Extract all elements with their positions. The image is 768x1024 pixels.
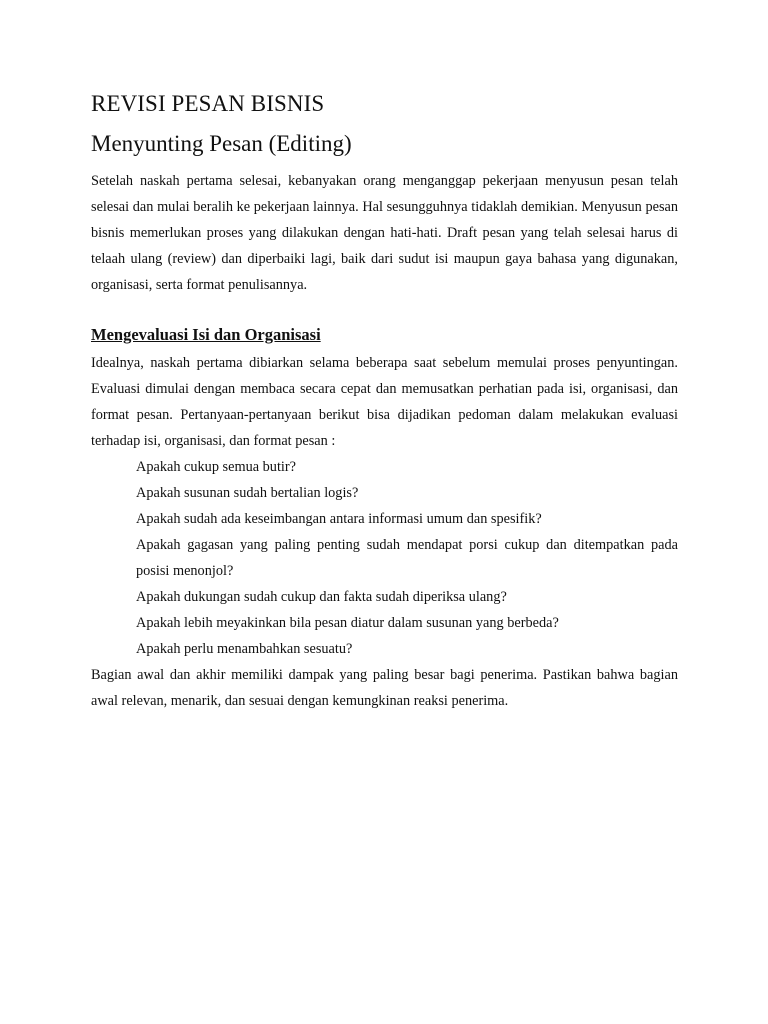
question-item: Apakah lebih meyakinkan bila pesan diatur dalam susunan yang berbeda? (136, 615, 559, 631)
question-item: Apakah susunan sudah bertalian logis? (136, 485, 359, 501)
section-heading: Mengevaluasi Isi dan Organisasi (91, 325, 321, 344)
question-item: Apakah dukungan sudah cukup dan fakta sudah diperiksa ulang? (136, 589, 507, 605)
question-list (91, 454, 678, 662)
question-item: Apakah perlu menambahkan sesuatu? (136, 641, 353, 657)
question-item: Apakah sudah ada keseimbangan antara informasi umum dan spesifik? (136, 511, 542, 527)
question-item: Apakah gagasan yang paling penting sudah mendapat porsi cukup dan ditempatkan pada posisi menonjol? (136, 537, 678, 579)
document-page (91, 88, 678, 714)
closing-paragraph: Bagian awal dan akhir memiliki dampak yang paling besar bagi penerima. Pastikan bahwa bagian awal relevan, menarik, dan sesuai dengan kemungkinan reaksi penerima. (91, 667, 678, 709)
section-paragraph: Idealnya, naskah pertama dibiarkan selama beberapa saat sebelum memulai proses penyuntingan. Evaluasi dimulai dengan membaca secara cepat dan memusatkan perhatian pada isi, organisasi, dan format pesan. Pertanyaan-pertanyaan berikut bisa dijadikan pedoman dalam melakukan evaluasi terhadap isi, organisasi, dan format pesan : (91, 355, 678, 449)
question-item: Apakah cukup semua butir? (136, 459, 296, 475)
document-subtitle: Menyunting Pesan (Editing) (91, 131, 352, 156)
intro-paragraph: Setelah naskah pertama selesai, kebanyakan orang menganggap pekerjaan menyusun pesan telah selesai dan mulai beralih ke pekerjaan lainnya. Hal sesungguhnya tidaklah demikian. Menyusun pesan bisnis memerlukan proses yang dilakukan dengan hati-hati. Draft pesan yang telah selesai harus di telaah ulang (review) dan diperbaiki lagi, baik dari sudut isi maupun gaya bahasa yang digunakan, organisasi, serta format penulisannya. (91, 173, 678, 293)
document-title: REVISI PESAN BISNIS (91, 91, 325, 116)
